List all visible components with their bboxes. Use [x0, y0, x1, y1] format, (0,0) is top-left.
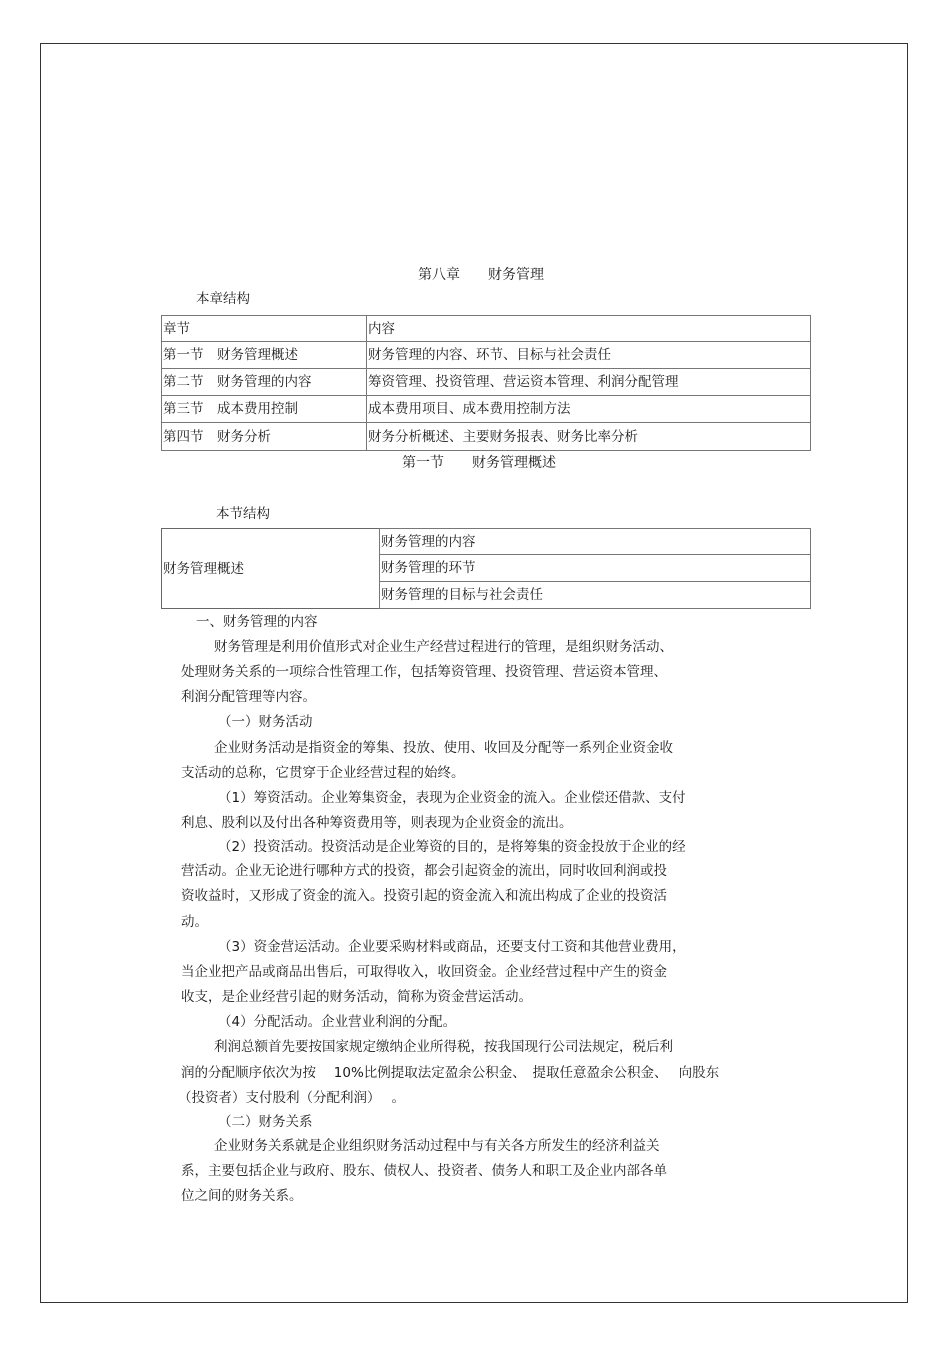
table-cell: 第四节 财务分析	[161, 422, 367, 451]
table-header-section: 章节	[161, 315, 367, 342]
chapter-title: 第八章 财务管理	[418, 267, 544, 283]
section-table-item: 财务管理的内容	[379, 528, 811, 555]
paragraph-line: 企业财务关系就是企业组织财务活动过程中与有关各方所发生的经济利益关	[214, 1138, 660, 1154]
table-cell: 第二节 财务管理的内容	[161, 368, 367, 396]
section-structure-label: 本节结构	[216, 506, 270, 522]
paragraph-line: 利润分配管理等内容。	[181, 689, 316, 705]
paragraph-line: （3）资金营运活动。企业要采购材料或商品，还要支付工资和其他营业费用，	[218, 939, 686, 955]
paragraph-line: （投资者）支付股利（分配利润） 。	[178, 1090, 406, 1106]
paragraph-line: 利润总额首先要按国家规定缴纳企业所得税，按我国现行公司法规定，税后利	[214, 1039, 673, 1055]
section-table-item: 财务管理的环节	[379, 554, 811, 582]
table-header-content: 内容	[366, 315, 811, 342]
paragraph-line: 收支，是企业经营引起的财务活动，简称为资金营运活动。	[181, 989, 532, 1005]
paragraph-line: 动。	[181, 914, 208, 930]
paragraph-line: 财务管理是利用价值形式对企业生产经营过程进行的管理，是组织财务活动、	[214, 639, 673, 655]
paragraph-line: 处理财务关系的一项综合性管理工作，包括筹资管理、投资管理、营运资本管理、	[181, 664, 667, 680]
table-cell: 第一节 财务管理概述	[161, 341, 367, 369]
section-table-item: 财务管理的目标与社会责任	[379, 581, 811, 609]
table-cell: 财务分析概述、主要财务报表、财务比率分析	[366, 422, 811, 451]
section-title: 第一节 财务管理概述	[402, 455, 556, 471]
paragraph-line: 润的分配顺序依次为按 10%比例提取法定盈余公积金、 提取任意盈余公积金、 向股东	[181, 1065, 720, 1081]
paragraph-line: 位之间的财务关系。	[181, 1188, 303, 1204]
paragraph-line: （2）投资活动。投资活动是企业筹资的目的，是将筹集的资金投放于企业的经	[218, 839, 686, 855]
heading-3: （二）财务关系	[218, 1114, 313, 1130]
heading-1: 一、财务管理的内容	[196, 614, 318, 630]
paragraph-line: （4）分配活动。企业营业利润的分配。	[218, 1014, 457, 1030]
chapter-structure-label: 本章结构	[196, 291, 250, 307]
paragraph-line: 企业财务活动是指资金的筹集、投放、使用、收回及分配等一系列企业资金收	[214, 740, 673, 756]
table-cell: 成本费用项目、成本费用控制方法	[366, 395, 811, 423]
heading-2: （一）财务活动	[218, 714, 313, 730]
table-cell: 筹资管理、投资管理、营运资本管理、利润分配管理	[366, 368, 811, 396]
paragraph-line: 支活动的总称，它贯穿于企业经营过程的始终。	[181, 765, 465, 781]
paragraph-line: 利息、股利以及付出各种筹资费用等，则表现为企业资金的流出。	[181, 815, 573, 831]
paragraph-line: 当企业把产品或商品出售后，可取得收入，收回资金。企业经营过程中产生的资金	[181, 964, 667, 980]
paragraph-line: 系，主要包括企业与政府、股东、债权人、投资者、债务人和职工及企业内部各单	[181, 1163, 667, 1179]
paragraph-line: 资收益时，又形成了资金的流入。投资引起的资金流入和流出构成了企业的投资活	[181, 888, 667, 904]
paragraph-line: （1）筹资活动。企业筹集资金，表现为企业资金的流入。企业偿还借款、支付	[218, 790, 686, 806]
table-cell: 财务管理的内容、环节、目标与社会责任	[366, 341, 811, 369]
paragraph-line: 营活动。企业无论进行哪种方式的投资，都会引起资金的流出，同时收回利润或投	[181, 863, 667, 879]
table-cell: 第三节 成本费用控制	[161, 395, 367, 423]
section-table-left: 财务管理概述	[161, 528, 380, 609]
